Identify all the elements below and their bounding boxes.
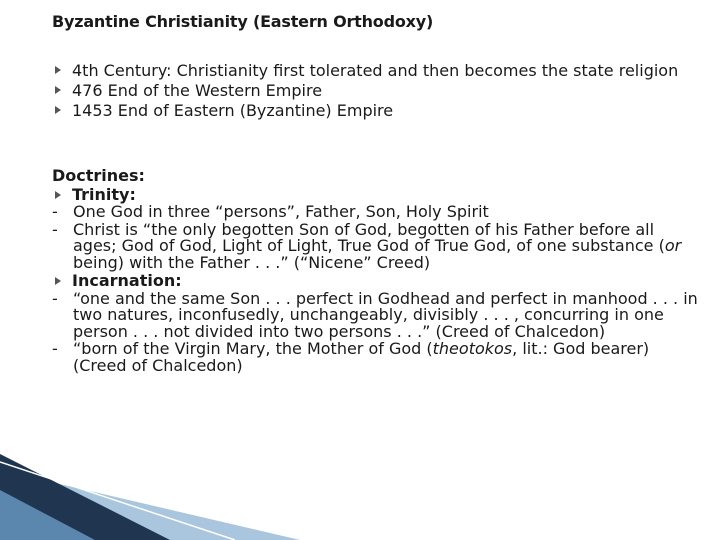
triangle-bullet-icon	[55, 191, 61, 199]
trinity-line-2a: Christ is “the only begotten Son of God, begotten of his Father before all ages; God of God, Light of Light, True God of True God, of one substance (	[73, 219, 665, 255]
doctrines-section	[52, 168, 702, 374]
list-item	[52, 288, 702, 341]
triangle-bullet-icon	[55, 106, 61, 114]
triangle-bullet-icon	[55, 86, 61, 94]
incarnation-line-2-italic: theotokos	[432, 339, 513, 358]
trinity-line-2b: being) with the Father . . .” (“Nicene” Creed)	[73, 252, 431, 272]
incarnation-line-2a: “born of the Virgin Mary, the Mother of God (	[73, 339, 433, 358]
incarnation-heading	[52, 273, 702, 290]
list-item	[52, 102, 692, 119]
timeline-list	[52, 62, 692, 122]
trinity-heading	[52, 184, 702, 204]
trinity-label: Trinity:	[72, 184, 136, 204]
dash-marker: -	[52, 339, 58, 358]
decorative-swoosh	[0, 440, 720, 540]
incarnation-line-1: “one and the same Son . . . perfect in Godhead and perfect in manhood . . . in two natures, inconfusedly, unchangeably, divisibly . . . , concurring in one person . . . not divided into two persons . . .” (Creed of Chalcedon)	[73, 288, 698, 341]
dash-marker: -	[52, 288, 58, 308]
timeline-item-text: 4th Century: Christianity first tolerated and then becomes the state religion	[72, 61, 679, 80]
list-item	[52, 204, 702, 221]
list-item	[52, 219, 702, 272]
list-item	[52, 82, 692, 99]
incarnation-label: Incarnation:	[72, 271, 182, 290]
list-item	[52, 341, 702, 374]
trinity-line-1: One God in three “persons”, Father, Son, Holy Spirit	[73, 202, 489, 221]
dash-marker: -	[52, 202, 58, 221]
timeline-item-text: 1453 End of Eastern (Byzantine) Empire	[72, 101, 394, 120]
dash-marker: -	[52, 219, 58, 239]
triangle-bullet-icon	[55, 277, 61, 285]
trinity-line-2-italic: or	[664, 236, 682, 255]
incarnation-line-2b: , lit.: God bearer) (Creed of Chalcedon)	[73, 339, 650, 375]
slide-title: Byzantine Christianity (Eastern Orthodoxy)	[52, 12, 434, 31]
doctrines-heading: Doctrines:	[52, 166, 145, 185]
list-item	[52, 62, 692, 79]
triangle-bullet-icon	[55, 66, 61, 74]
timeline-item-text: 476 End of the Western Empire	[72, 81, 323, 100]
